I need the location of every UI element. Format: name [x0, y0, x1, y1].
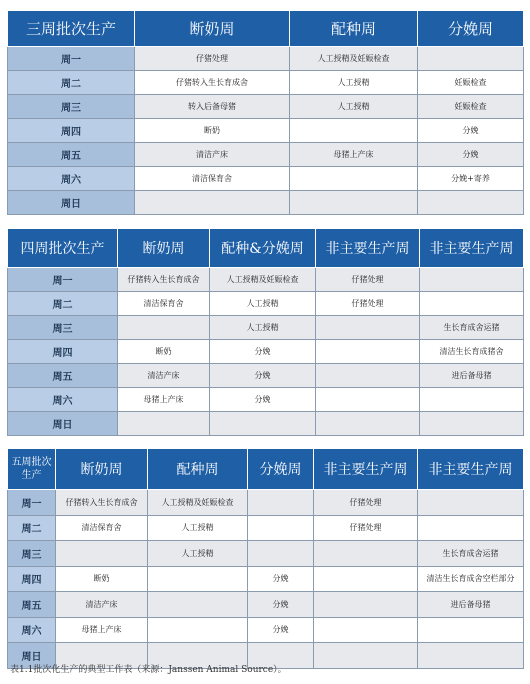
table-cell: 分娩	[418, 143, 524, 167]
header-row	[8, 11, 524, 47]
table-row	[8, 412, 524, 436]
table-row	[8, 388, 524, 412]
table-cell: 分娩	[418, 119, 524, 143]
day-cell: 周六	[8, 617, 56, 643]
table-cell: 仔猪转入生长育成舍	[118, 268, 210, 292]
header-cell: 断奶周	[135, 11, 290, 47]
table-cell: 分娩	[210, 388, 316, 412]
table-cell: 人工授精及妊娠检查	[148, 490, 248, 516]
table-cell	[316, 388, 420, 412]
table-cell: 母猪上产床	[290, 143, 418, 167]
table-cell	[118, 412, 210, 436]
header-cell: 非主要生产周	[314, 449, 418, 490]
day-cell: 周六	[8, 167, 135, 191]
table-cell	[420, 388, 524, 412]
table-cell: 生长育成舍运猪	[420, 316, 524, 340]
table-cell	[420, 412, 524, 436]
table-cell: 分娩+寄养	[418, 167, 524, 191]
table-cell: 人工授精	[148, 515, 248, 541]
table-cell: 仔猪转入生长育成舍	[56, 490, 148, 516]
five-week-batch-table	[7, 448, 524, 669]
table-cell: 转入后备母猪	[135, 95, 290, 119]
day-cell: 周一	[8, 47, 135, 71]
table-cell	[290, 119, 418, 143]
table-row	[8, 292, 524, 316]
day-cell: 周二	[8, 71, 135, 95]
day-cell: 周五	[8, 364, 118, 388]
day-cell: 周二	[8, 515, 56, 541]
table-cell	[248, 490, 314, 516]
table-cell	[290, 167, 418, 191]
table-cell: 仔猪处理	[135, 47, 290, 71]
header-cell: 分娩周	[418, 11, 524, 47]
table-row	[8, 47, 524, 71]
day-cell: 周日	[8, 191, 135, 215]
header-cell: 配种周	[148, 449, 248, 490]
table-row	[8, 191, 524, 215]
table-cell: 人工授精	[290, 95, 418, 119]
day-cell: 周日	[8, 643, 56, 669]
day-cell: 周二	[8, 292, 118, 316]
table-cell: 分娩	[248, 617, 314, 643]
header-cell: 非主要生产周	[420, 229, 524, 268]
table-cell	[148, 617, 248, 643]
day-cell: 周一	[8, 268, 118, 292]
table-cell: 生长育成舍运猪	[418, 541, 524, 567]
table-cell	[316, 316, 420, 340]
table-cell: 妊娠检查	[418, 95, 524, 119]
table-row	[8, 268, 524, 292]
table-row	[8, 143, 524, 167]
table-cell	[314, 643, 418, 669]
table-cell: 清洁生长育成舍空栏部分	[418, 566, 524, 592]
table-cell	[418, 515, 524, 541]
table-cell	[316, 364, 420, 388]
day-cell: 周五	[8, 592, 56, 618]
table-cell: 人工授精	[210, 316, 316, 340]
header-cell: 配种周	[290, 11, 418, 47]
table-cell: 清洁保育舍	[118, 292, 210, 316]
table-cell	[248, 541, 314, 567]
table-cell: 清洁保育舍	[135, 167, 290, 191]
table-cell	[418, 643, 524, 669]
table-cell	[316, 412, 420, 436]
table-cell: 分娩	[248, 592, 314, 618]
header-cell: 断奶周	[56, 449, 148, 490]
table-row	[8, 490, 524, 516]
table-cell: 母猪上产床	[56, 617, 148, 643]
header-cell: 三周批次生产	[8, 11, 135, 47]
header-cell: 非主要生产周	[316, 229, 420, 268]
table-cell	[418, 617, 524, 643]
day-cell: 周五	[8, 143, 135, 167]
header-cell: 五周批次生产	[8, 449, 56, 490]
table-cell: 人工授精及妊娠检查	[290, 47, 418, 71]
table-cell: 仔猪转入生长育成舍	[135, 71, 290, 95]
table-cell	[314, 566, 418, 592]
table-row	[8, 592, 524, 618]
table-cell	[210, 412, 316, 436]
table-cell	[418, 47, 524, 71]
table-cell: 清洁产床	[135, 143, 290, 167]
header-cell: 非主要生产周	[418, 449, 524, 490]
table-cell: 清洁生长育成猪舍	[420, 340, 524, 364]
table-cell: 断奶	[56, 566, 148, 592]
day-cell: 周六	[8, 388, 118, 412]
table-cell: 妊娠检查	[418, 71, 524, 95]
header-cell: 分娩周	[248, 449, 314, 490]
table-row	[8, 316, 524, 340]
header-row	[8, 229, 524, 268]
table-cell: 人工授精	[290, 71, 418, 95]
day-cell: 周四	[8, 119, 135, 143]
header-cell: 配种&分娩周	[210, 229, 316, 268]
table-cell: 清洁产床	[56, 592, 148, 618]
table-cell: 分娩	[248, 566, 314, 592]
table-cell: 清洁保育舍	[56, 515, 148, 541]
table-cell	[418, 191, 524, 215]
table-row	[8, 340, 524, 364]
day-cell: 周三	[8, 316, 118, 340]
table-cell: 人工授精	[210, 292, 316, 316]
table-cell	[314, 592, 418, 618]
four-week-batch-table	[7, 228, 524, 436]
table-cell: 进后备母猪	[420, 364, 524, 388]
header-cell: 断奶周	[118, 229, 210, 268]
table-row	[8, 515, 524, 541]
table-row	[8, 119, 524, 143]
day-cell: 周四	[8, 566, 56, 592]
three-week-batch-table	[7, 10, 524, 215]
table-cell	[118, 316, 210, 340]
table-caption: 表1.1批次化生产的典型工作表（来源：Janssen Animal Source）。	[10, 665, 287, 675]
table-cell: 分娩	[210, 340, 316, 364]
header-row	[8, 449, 524, 490]
table-row	[8, 95, 524, 119]
table-cell	[148, 566, 248, 592]
table-cell	[56, 541, 148, 567]
header-cell: 四周批次生产	[8, 229, 118, 268]
day-cell: 周三	[8, 541, 56, 567]
table-cell: 断奶	[118, 340, 210, 364]
table-row	[8, 566, 524, 592]
table-cell: 母猪上产床	[118, 388, 210, 412]
table-cell: 仔猪处理	[314, 490, 418, 516]
table-row	[8, 364, 524, 388]
table-cell: 清洁产床	[118, 364, 210, 388]
table-cell	[248, 515, 314, 541]
table-cell	[420, 292, 524, 316]
day-cell: 周三	[8, 95, 135, 119]
table-cell	[420, 268, 524, 292]
day-cell: 周四	[8, 340, 118, 364]
table-cell	[314, 541, 418, 567]
table-cell	[135, 191, 290, 215]
table-cell: 分娩	[210, 364, 316, 388]
table-cell: 人工授精	[148, 541, 248, 567]
table-cell	[314, 617, 418, 643]
day-cell: 周日	[8, 412, 118, 436]
table-cell	[316, 340, 420, 364]
table-row	[8, 541, 524, 567]
table-cell: 断奶	[135, 119, 290, 143]
table-row	[8, 71, 524, 95]
table-cell: 人工授精及妊娠检查	[210, 268, 316, 292]
day-cell: 周一	[8, 490, 56, 516]
table-cell	[418, 490, 524, 516]
table-cell: 仔猪处理	[314, 515, 418, 541]
table-cell	[290, 191, 418, 215]
table-cell	[148, 592, 248, 618]
table-cell: 进后备母猪	[418, 592, 524, 618]
table-row	[8, 167, 524, 191]
table-row	[8, 617, 524, 643]
table-cell: 仔猪处理	[316, 292, 420, 316]
table-cell: 仔猪处理	[316, 268, 420, 292]
